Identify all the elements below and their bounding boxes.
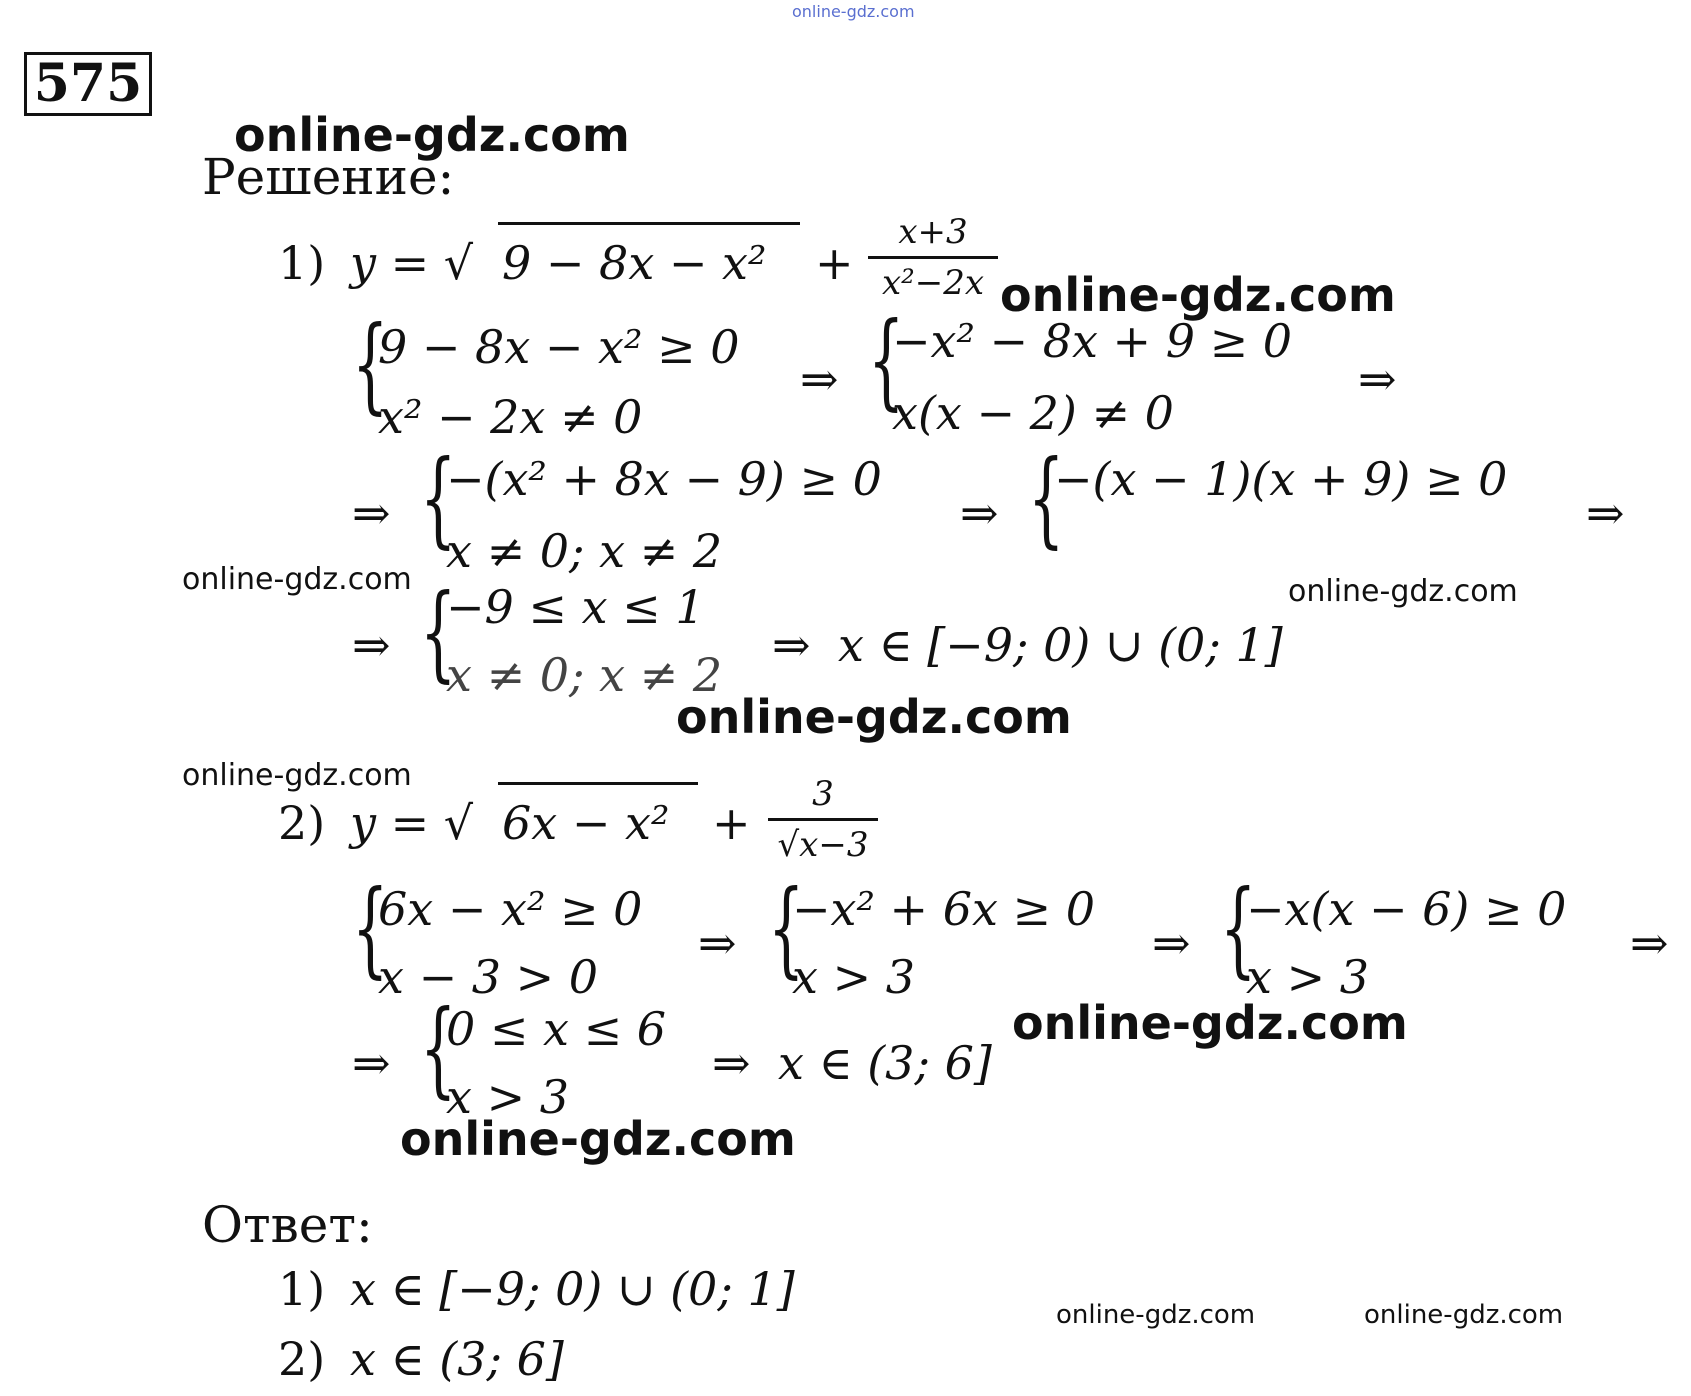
implies-arrow: ⇒	[1586, 486, 1625, 540]
fraction-bar	[868, 256, 998, 259]
part1-func-lhs: y = √	[350, 236, 474, 290]
part1-label: 1)	[278, 236, 326, 290]
implies-arrow: ⇒	[352, 1036, 391, 1090]
part1-result: x ∈ [−9; 0) ∪ (0; 1]	[838, 618, 1283, 672]
part2-sys1-line1: 6x − x² ≥ 0	[378, 882, 643, 936]
answer-value-1: x ∈ [−9; 0) ∪ (0; 1]	[350, 1262, 795, 1316]
implies-arrow: ⇒	[352, 618, 391, 672]
problem-number: 575	[24, 52, 152, 116]
watermark: online-gdz.com	[1000, 268, 1396, 322]
part1-sys2-line1: −x² − 8x + 9 ≥ 0	[892, 314, 1293, 368]
part1-sqrt-bar	[498, 222, 800, 225]
part1-fraction	[868, 212, 998, 303]
watermark: online-gdz.com	[1364, 1300, 1564, 1330]
part1-sys2-line2: x(x − 2) ≠ 0	[892, 386, 1174, 440]
part2-sys1-line2: x − 3 > 0	[378, 950, 599, 1004]
answer-label-2: 2)	[278, 1332, 326, 1386]
implies-arrow: ⇒	[1358, 352, 1397, 406]
watermark: online-gdz.com	[182, 562, 412, 597]
part2-frac-den: √x−3	[777, 825, 869, 865]
implies-arrow: ⇒	[800, 352, 839, 406]
answer-label-1: 1)	[278, 1262, 326, 1316]
part2-radicand: 6x − x²	[502, 796, 670, 850]
watermark: online-gdz.com	[1288, 574, 1518, 609]
part2-sys4-line2: x > 3	[446, 1070, 569, 1124]
implies-arrow: ⇒	[698, 916, 737, 970]
part1-frac-num: x+3	[898, 212, 968, 252]
part1-frac-den: x²−2x	[881, 263, 985, 303]
system-brace: {	[420, 987, 457, 1109]
part2-sys3-line2: x > 3	[1246, 950, 1369, 1004]
part2-sys2-line2: x > 3	[792, 950, 915, 1004]
watermark: online-gdz.com	[1056, 1300, 1256, 1330]
part1-sys1-line1: 9 − 8x − x² ≥ 0	[378, 320, 740, 374]
system-brace: {	[1220, 867, 1257, 989]
part1-sys1-line2: x² − 2x ≠ 0	[378, 390, 643, 444]
part2-plus: +	[712, 796, 751, 850]
part1-plus: +	[815, 236, 854, 290]
implies-arrow: ⇒	[1630, 916, 1669, 970]
part1-radicand: 9 − 8x − x²	[502, 236, 767, 290]
implies-arrow: ⇒	[352, 486, 391, 540]
implies-arrow: ⇒	[772, 618, 811, 672]
part2-result: x ∈ (3; 6]	[778, 1036, 992, 1090]
part1-sys3-line2: x ≠ 0; x ≠ 2	[446, 524, 723, 578]
part2-fraction	[768, 774, 878, 865]
system-brace: {	[768, 867, 805, 989]
part2-func-lhs: y = √	[350, 796, 474, 850]
answer-value-2: x ∈ (3; 6]	[350, 1332, 564, 1386]
part2-label: 2)	[278, 796, 326, 850]
part2-sys4-line1: 0 ≤ x ≤ 6	[446, 1002, 667, 1056]
part1-sys5-line1: −9 ≤ x ≤ 1	[446, 580, 705, 634]
watermark: online-gdz.com	[676, 690, 1072, 744]
part2-sys2-line1: −x² + 6x ≥ 0	[792, 882, 1095, 936]
watermark: online-gdz.com	[234, 108, 630, 162]
part1-sys4-line1: −(x − 1)(x + 9) ≥ 0	[1054, 452, 1508, 506]
watermark: online-gdz.com	[182, 758, 412, 793]
fraction-bar	[768, 818, 878, 821]
system-brace: {	[352, 303, 389, 425]
system-brace: {	[420, 437, 457, 559]
part1-sys3-line1: −(x² + 8x − 9) ≥ 0	[446, 452, 882, 506]
implies-arrow: ⇒	[1152, 916, 1191, 970]
system-brace: {	[868, 299, 905, 421]
part2-sys3-line1: −x(x − 6) ≥ 0	[1246, 882, 1567, 936]
part2-sqrt-bar	[498, 782, 698, 785]
part2-frac-num: 3	[812, 774, 834, 814]
answer-heading: Ответ:	[202, 1196, 373, 1254]
implies-arrow: ⇒	[960, 486, 999, 540]
watermark: online-gdz.com	[400, 1112, 796, 1166]
solution-heading: Решение:	[202, 148, 455, 206]
system-brace: {	[1028, 437, 1065, 559]
implies-arrow: ⇒	[712, 1036, 751, 1090]
part1-sys5-line2: x ≠ 0; x ≠ 2	[446, 648, 723, 702]
system-brace: {	[352, 867, 389, 989]
watermark-top: online-gdz.com	[792, 2, 915, 21]
system-brace: {	[420, 571, 457, 693]
watermark: online-gdz.com	[1012, 996, 1408, 1050]
